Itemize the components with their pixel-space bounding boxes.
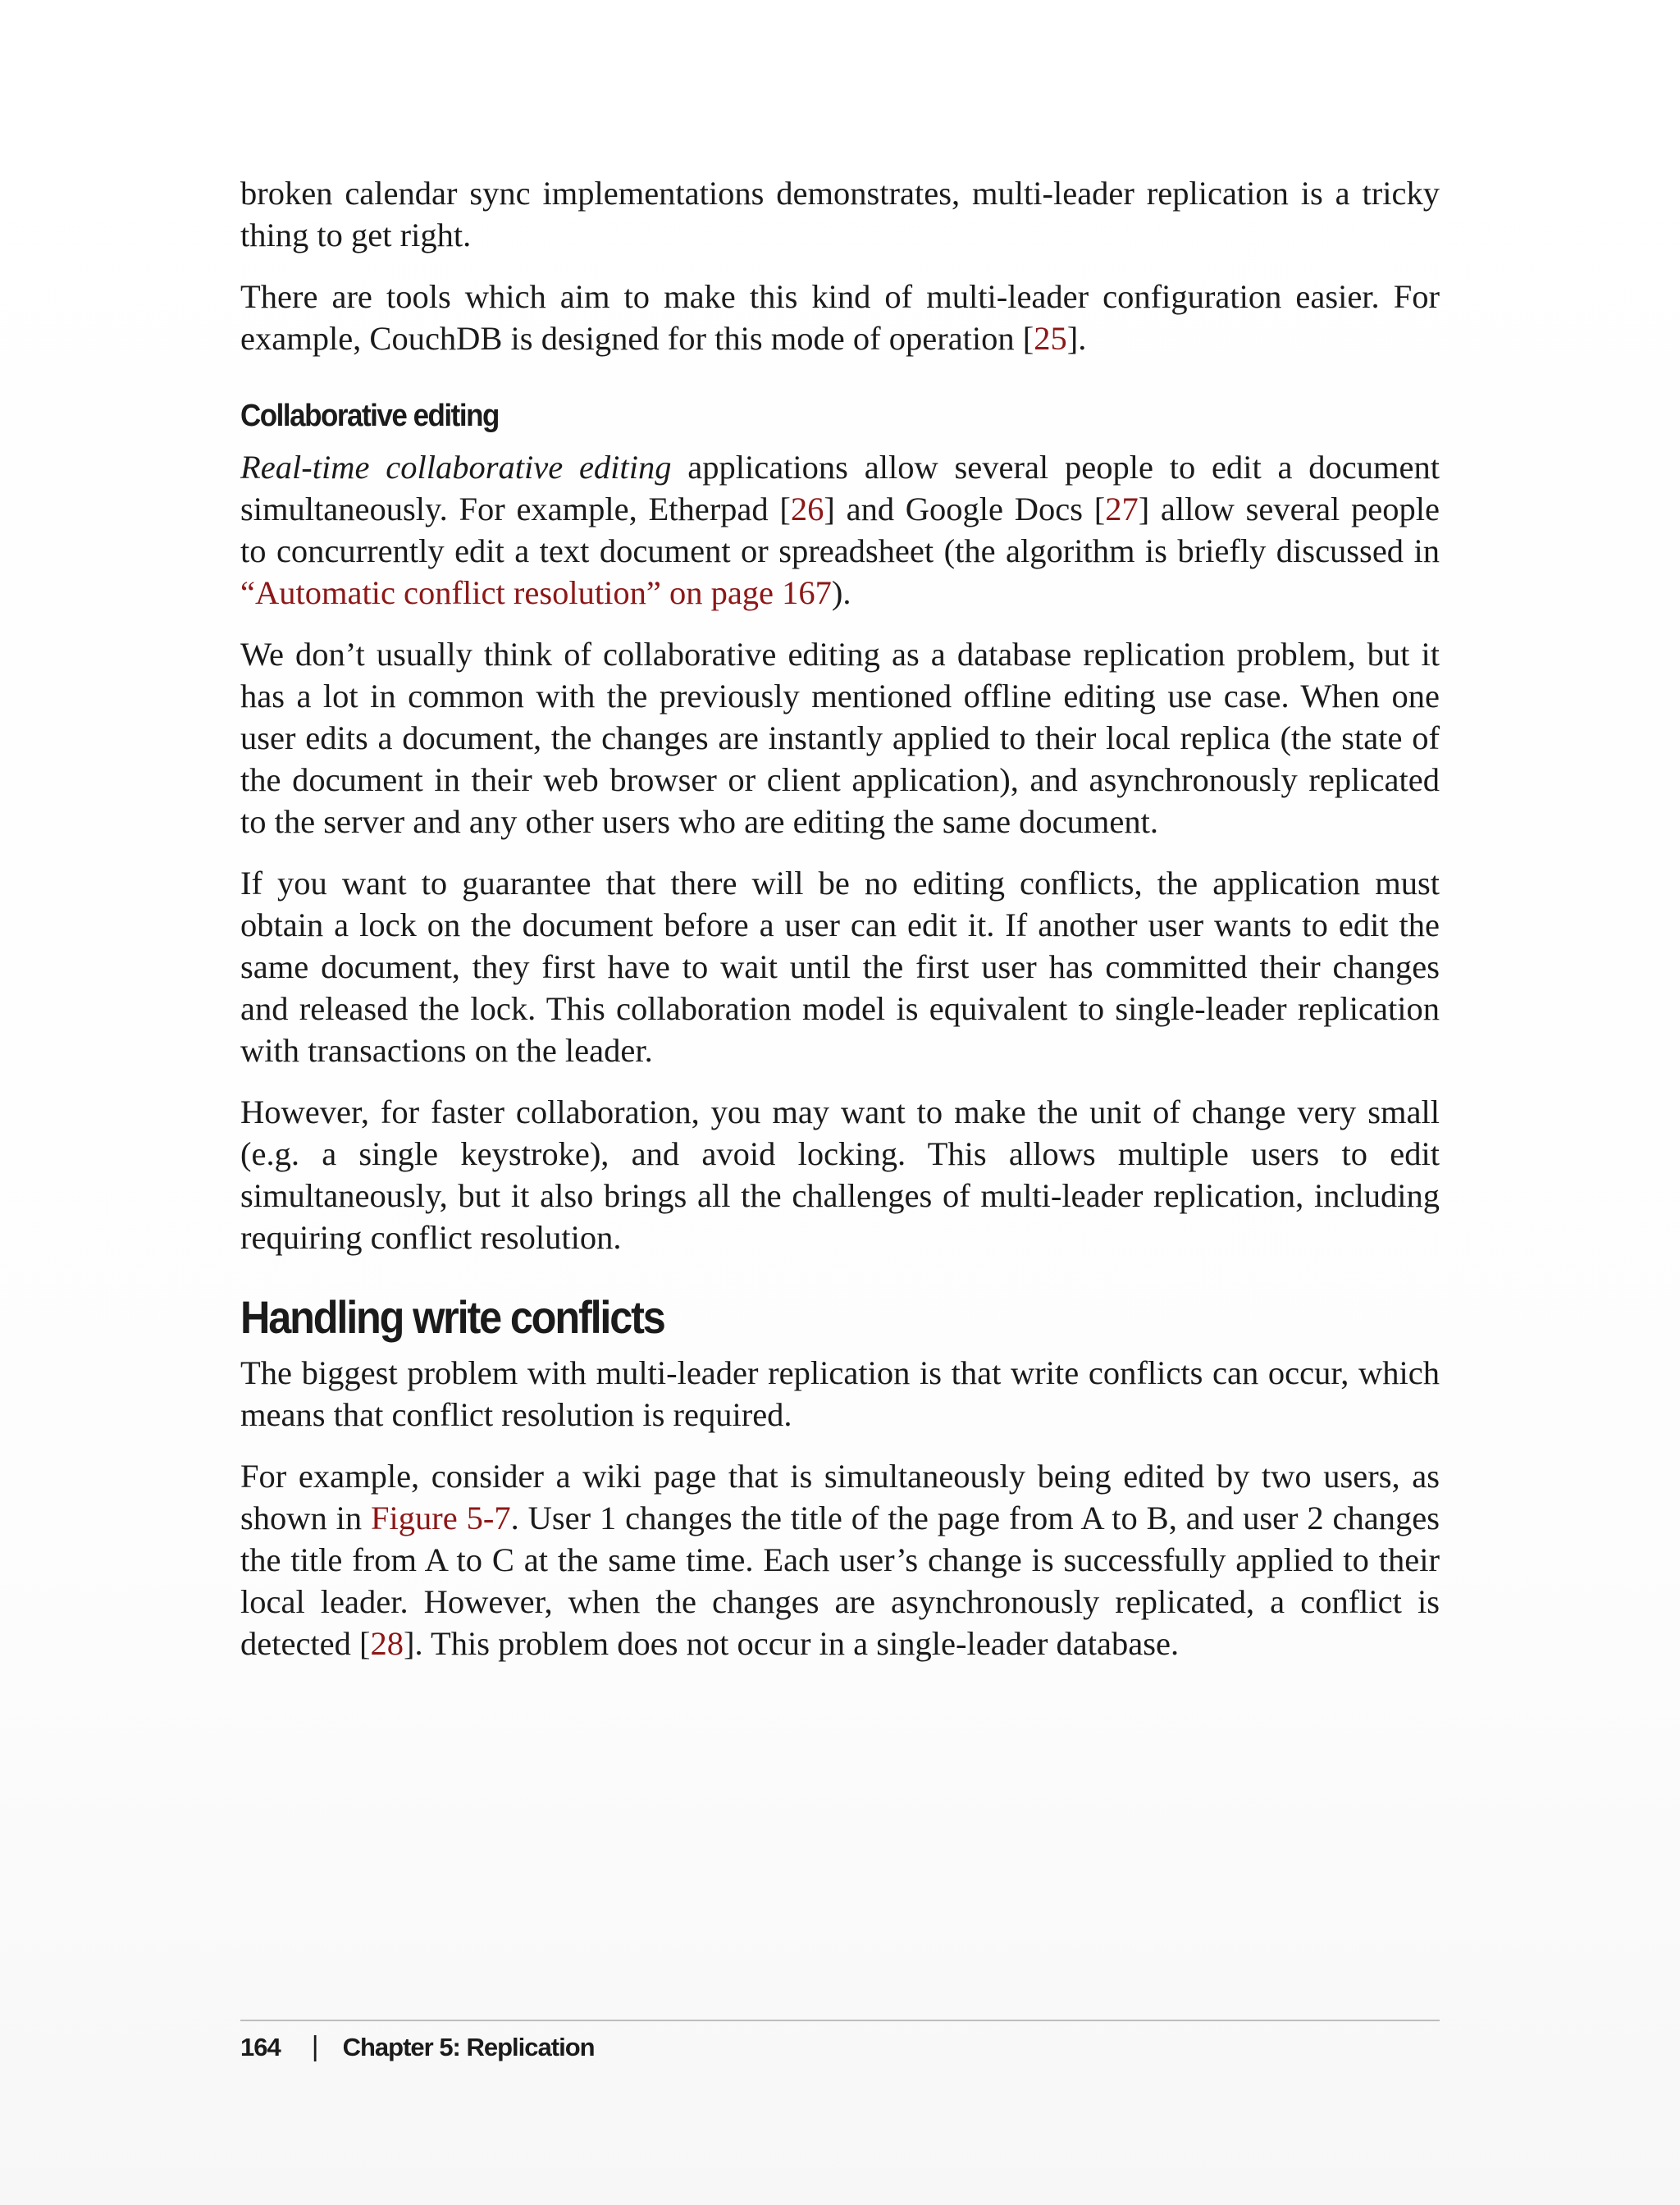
- paragraph-p7: [240, 1352, 1440, 1436]
- intro-paragraphs: [240, 172, 1440, 359]
- text-run: ].: [1066, 320, 1087, 357]
- footer-rule: [240, 2020, 1440, 2021]
- text-run: ] allow several people to concurrently edit a text document or spreadsheet (the algorithm is briefly discussed in: [240, 491, 1440, 569]
- emphasis-text: Real-time collaborative editing: [240, 449, 672, 486]
- text-run: broken calendar sync implementations demonstrates, multi-leader replication is a tricky thing to get right.: [240, 175, 1440, 253]
- text-run: The biggest problem with multi-leader replication is that write conflicts can occur, which means that conflict resolution is required.: [240, 1354, 1440, 1433]
- paragraph-p8: [240, 1455, 1440, 1664]
- text-run: We don’t usually think of collaborative editing as a database replication problem, but it has a lot in common with the previously mentioned offline editing use case. When one user edits a document, the changes are instantly applied to their local replica (the state of the document in their web browser or client application), and asynchronously replicated to the server and any other users who are editing the same document.: [240, 636, 1440, 840]
- page-footer: [240, 2031, 595, 2063]
- cross-reference-link[interactable]: “Automatic conflict resolution” on page 167: [240, 574, 832, 611]
- paragraph-p6: [240, 1091, 1440, 1258]
- text-run: For example, consider a wiki page that is simultaneously being edited by two users, as shown in: [240, 1458, 1440, 1536]
- cross-reference-link[interactable]: Figure 5-7: [371, 1500, 511, 1536]
- collaborative-editing-paragraphs: [240, 446, 1440, 1258]
- page-number: 164: [240, 2032, 281, 2061]
- paragraph-p1: [240, 172, 1440, 256]
- text-run: ).: [831, 574, 851, 611]
- text-run: There are tools which aim to make this kind of multi-leader configuration easier. For example, CouchDB is designed for this mode of operation [: [240, 278, 1440, 357]
- section-heading-collaborative-editing: Collaborative editing: [240, 399, 499, 433]
- paragraph-p2: [240, 276, 1440, 359]
- write-conflicts-paragraphs: [240, 1352, 1440, 1664]
- section-heading-handling-write-conflicts: Handling write conflicts: [240, 1291, 664, 1343]
- footer-separator: |: [311, 2031, 318, 2062]
- cross-reference-link[interactable]: 25: [1034, 320, 1067, 357]
- cross-reference-link[interactable]: 27: [1105, 491, 1139, 527]
- body-text: [240, 172, 1440, 1664]
- text-run: ] and Google Docs [: [824, 491, 1106, 527]
- text-run: ]. This problem does not occur in a single-leader database.: [404, 1625, 1180, 1662]
- cross-reference-link[interactable]: 28: [370, 1625, 404, 1662]
- paragraph-p3: [240, 446, 1440, 614]
- chapter-title: Chapter 5: Replication: [342, 2032, 595, 2061]
- text-run: However, for faster collaboration, you may want to make the unit of change very small (e.g. a single keystroke), and avoid locking. This allows multiple users to edit simultaneously, but it also brings all the challenges of multi-leader replication, including requiring conflict resolution.: [240, 1093, 1440, 1256]
- paragraph-p5: [240, 862, 1440, 1071]
- text-run: applications allow several people to edit a document simultaneously. For example, Etherpad [: [240, 449, 1440, 527]
- paragraph-p4: [240, 633, 1440, 842]
- cross-reference-link[interactable]: 26: [790, 491, 824, 527]
- text-run: If you want to guarantee that there will be no editing conflicts, the application must obtain a lock on the document before a user can edit it. If another user wants to edit the same document, they first have to wait until the first user has committed their changes and released the lock. This collaboration model is equivalent to single-leader replication with transactions on the leader.: [240, 865, 1440, 1069]
- text-run: . User 1 changes the title of the page from A to B, and user 2 changes the title from A to C at the same time. Each user’s change is successfully applied to their local leader. However, when the changes are asynchronously replicated, a conflict is detected [: [240, 1500, 1440, 1662]
